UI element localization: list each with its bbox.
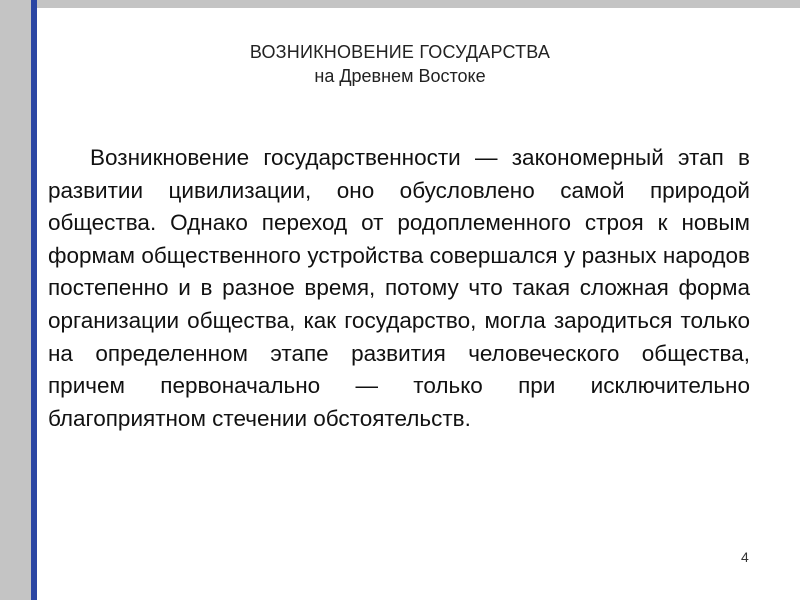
top-frame-bar: [0, 0, 800, 8]
left-frame-bar: [0, 0, 35, 600]
slide-subtitle: на Древнем Востоке: [314, 66, 486, 86]
page-number: 4: [741, 549, 749, 565]
slide-title: ВОЗНИКНОВЕНИЕ ГОСУДАРСТВА: [249, 42, 551, 62]
left-accent-stripe: [31, 0, 37, 600]
slide-body-paragraph: Возникновение государственности — закономерный этап в развитии цивилизации, оно обусловлено самой природой общества. Однако переход от родоплеменного строя к новым формам общественного устройства совершался у разных народов постепенно и в разное время, потому что такая сложная форма организации общества, как государство, могла зародиться только на определенном этапе развития человеческого общества, причем первоначально — только при исключительно благоприятном стечении обстоятельств.: [48, 145, 750, 431]
slide-title-block: [100, 40, 700, 88]
